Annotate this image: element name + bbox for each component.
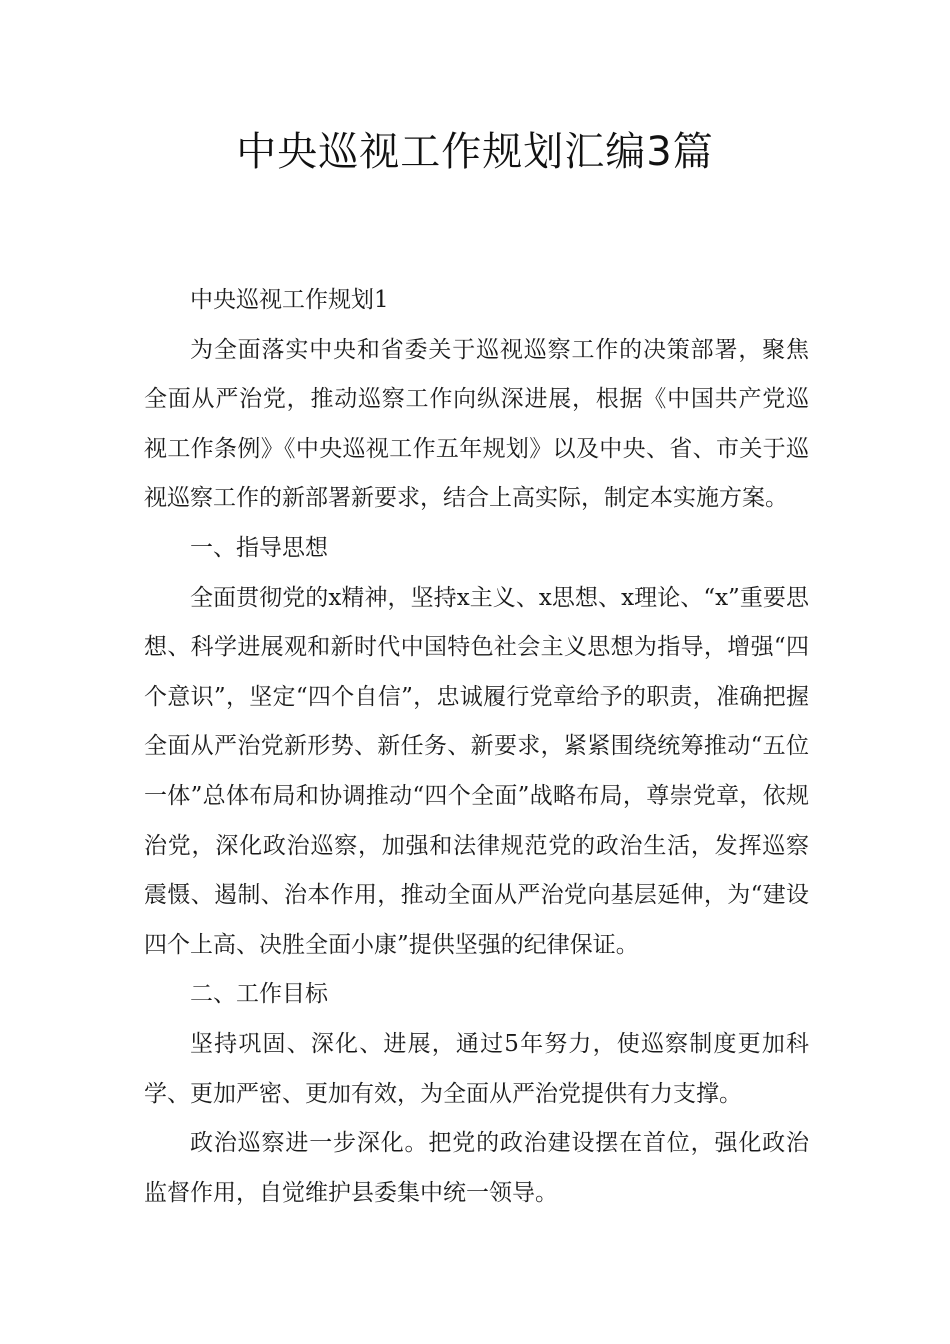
paragraph-intro: 为全面落实中央和省委关于巡视巡察工作的决策部署，聚焦全面从严治党，推动巡察工作向纵深进展，根据《中国共产党巡视工作条例》《中央巡视工作五年规划》以及中央、省、市关于巡视巡察工作的新部署新要求，结合上高实际，制定本实施方案。 [144,336,809,512]
document-title: 中央巡视工作规划汇编3篇 [236,129,714,175]
heading-guiding-ideology: 一、指导思想 [190,534,328,561]
heading-work-goals: 二、工作目标 [190,981,328,1008]
paragraph-work-goals: 坚持巩固、深化、进展，通过5年努力，使巡察制度更加科学、更加严密、更加有效，为全面从严治党提供有力支撑。 [144,1030,809,1107]
paragraph-political-inspection: 政治巡察进一步深化。把党的政治建设摆在首位，强化政治监督作用，自觉维护县委集中统一领导。 [144,1130,809,1206]
document-body [144,276,809,1218]
paragraph-guiding-ideology: 全面贯彻党的x精神，坚持x主义、x思想、x理论、“x”重要思想、科学进展观和新时代中国特色社会主义思想为指导，增强“四个意识”，坚定“四个自信”，忠诚履行党章给予的职责，准确把握全面从严治党新形势、新任务、新要求，紧紧围绕统筹推动“五位一体”总体布局和协调推动“四个全面”战略布局，尊崇党章，依规治党，深化政治巡察，加强和法律规范党的政治生活，发挥巡察震慑、遏制、治本作用，推动全面从严治党向基层延伸，为“建设四个上高、决胜全面小康”提供坚强的纪律保证。 [144,584,809,958]
section-title: 中央巡视工作规划1 [190,287,389,313]
